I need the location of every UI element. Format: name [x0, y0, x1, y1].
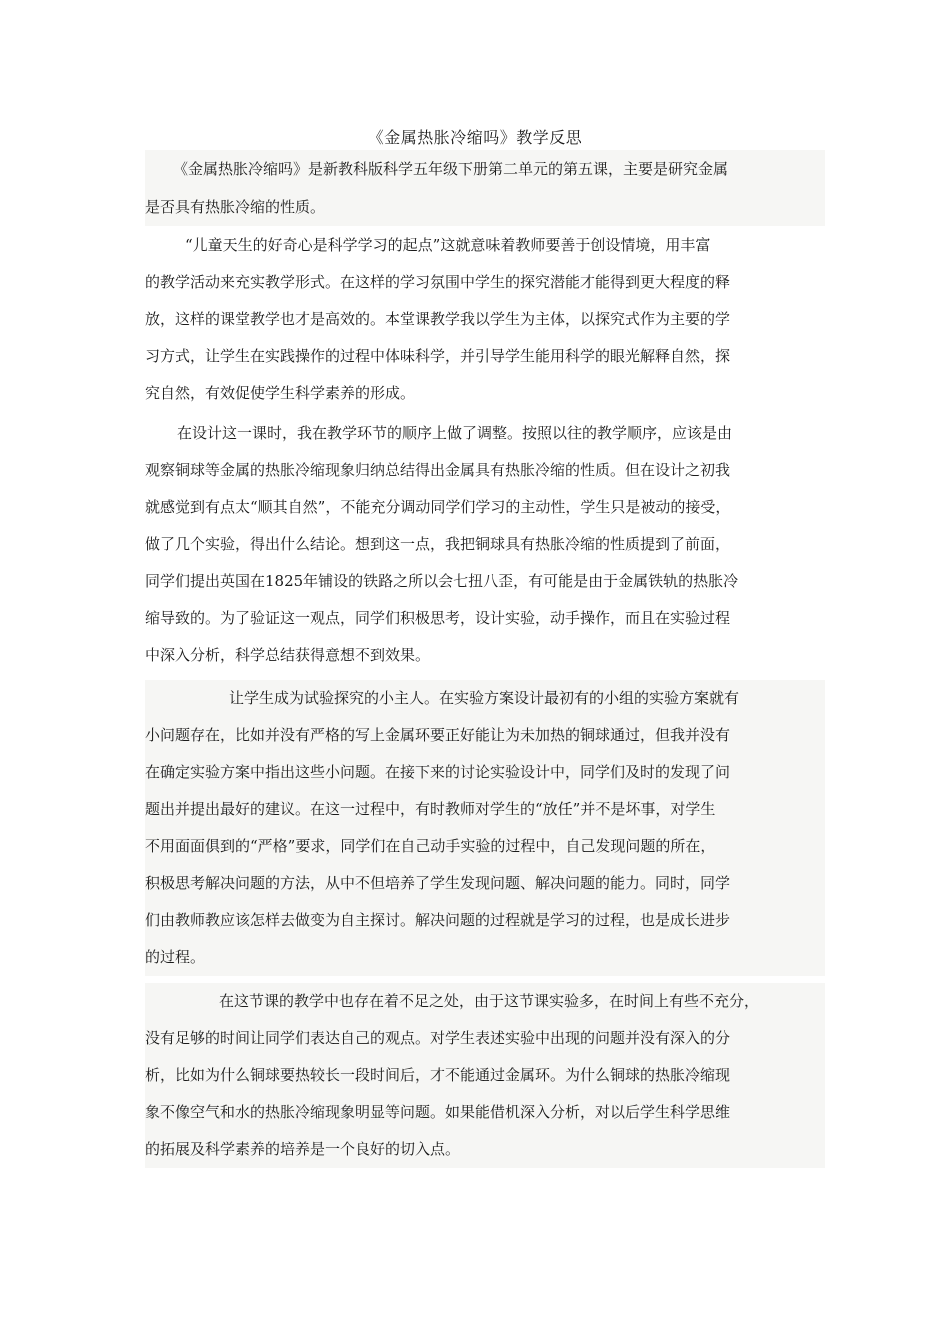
text-line: 究自然，有效促使学生科学素养的形成。 [145, 384, 416, 402]
text-line: 中深入分析，科学总结获得意想不到效果。 [145, 646, 431, 664]
text-line: 积极思考解决问题的方法，从中不但培养了学生发现问题、解决问题的能力。同时，同学 [145, 874, 731, 892]
text-line: 的拓展及科学素养的培养是一个良好的切入点。 [145, 1140, 461, 1158]
paragraph-design [145, 415, 825, 674]
paragraph-shortcomings [145, 983, 825, 1168]
text-line: 在确定实验方案中指出这些小问题。在接下来的讨论实验设计中，同学们及时的发现了问 [145, 763, 731, 781]
text-line: 放，这样的课堂教学也才是高效的。本堂课教学我以学生为主体，以探究式作为主要的学 [145, 310, 731, 328]
text-line: 没有足够的时间让同学们表达自己的观点。对学生表述实验中出现的问题并没有深入的分 [145, 1029, 731, 1047]
text-line: 观察铜球等金属的热胀冷缩现象归纳总结得出金属具有热胀冷缩的性质。但在设计之初我 [145, 461, 731, 479]
text-line: 在设计这一课时，我在教学环节的顺序上做了调整。按照以往的教学顺序，应该是由 [177, 424, 733, 442]
paragraph-curiosity [145, 227, 825, 412]
text-line: 小问题存在，比如并没有严格的写上金属环要正好能让为未加热的铜球通过，但我并没有 [145, 726, 731, 744]
text-line: 《金属热胀冷缩吗》是新教科版科学五年级下册第二单元的第五课，主要是研究金属 [173, 160, 729, 178]
text-line: 题出并提出最好的建议。在这一过程中，有时教师对学生的“放任”并不是坏事，对学生 [145, 800, 716, 818]
text-line: 就感觉到有点太“顺其自然”，不能充分调动同学们学习的主动性，学生只是被动的接受， [145, 498, 731, 516]
text-line: 做了几个实验，得出什么结论。想到这一点，我把铜球具有热胀冷缩的性质提到了前面， [145, 535, 731, 553]
paragraph-intro [145, 150, 825, 226]
text-line: 缩导致的。为了验证这一观点，同学们积极思考，设计实验，动手操作，而且在实验过程 [145, 609, 731, 627]
paragraph-students [145, 680, 825, 976]
document-title: 《金属热胀冷缩吗》教学反思 [367, 128, 583, 147]
text-line: 象不像空气和水的热胀冷缩现象明显等问题。如果能借机深入分析，对以后学生科学思维 [145, 1103, 731, 1121]
text-line: 让学生成为试验探究的小主人。在实验方案设计最初有的小组的实验方案就有 [229, 689, 740, 707]
text-line: 习方式，让学生在实践操作的过程中体味科学，并引导学生能用科学的眼光解释自然，探 [145, 347, 731, 365]
text-line: “儿童天生的好奇心是科学学习的起点”这就意味着教师要善于创设情境，用丰富 [185, 236, 711, 254]
text-line: 是否具有热胀冷缩的性质。 [145, 198, 326, 216]
text-line: 同学们提出英国在1825年铺设的铁路之所以会七扭八歪，有可能是由于金属铁轨的热胀冷 [145, 572, 739, 590]
text-line: 的过程。 [145, 948, 206, 966]
text-line: 在这节课的教学中也存在着不足之处，由于这节课实验多，在时间上有些不充分， [219, 992, 760, 1010]
text-line: 的教学活动来充实教学形式。在这样的学习氛围中学生的探究潜能才能得到更大程度的释 [145, 273, 731, 291]
text-line: 们由教师教应该怎样去做变为自主探讨。解决问题的过程就是学习的过程，也是成长进步 [145, 911, 731, 929]
text-line: 析，比如为什么铜球要热较长一段时间后，才不能通过金属环。为什么铜球的热胀冷缩现 [145, 1066, 731, 1084]
text-line: 不用面面俱到的“严格”要求，同学们在自己动手实验的过程中，自己发现问题的所在， [145, 837, 716, 855]
